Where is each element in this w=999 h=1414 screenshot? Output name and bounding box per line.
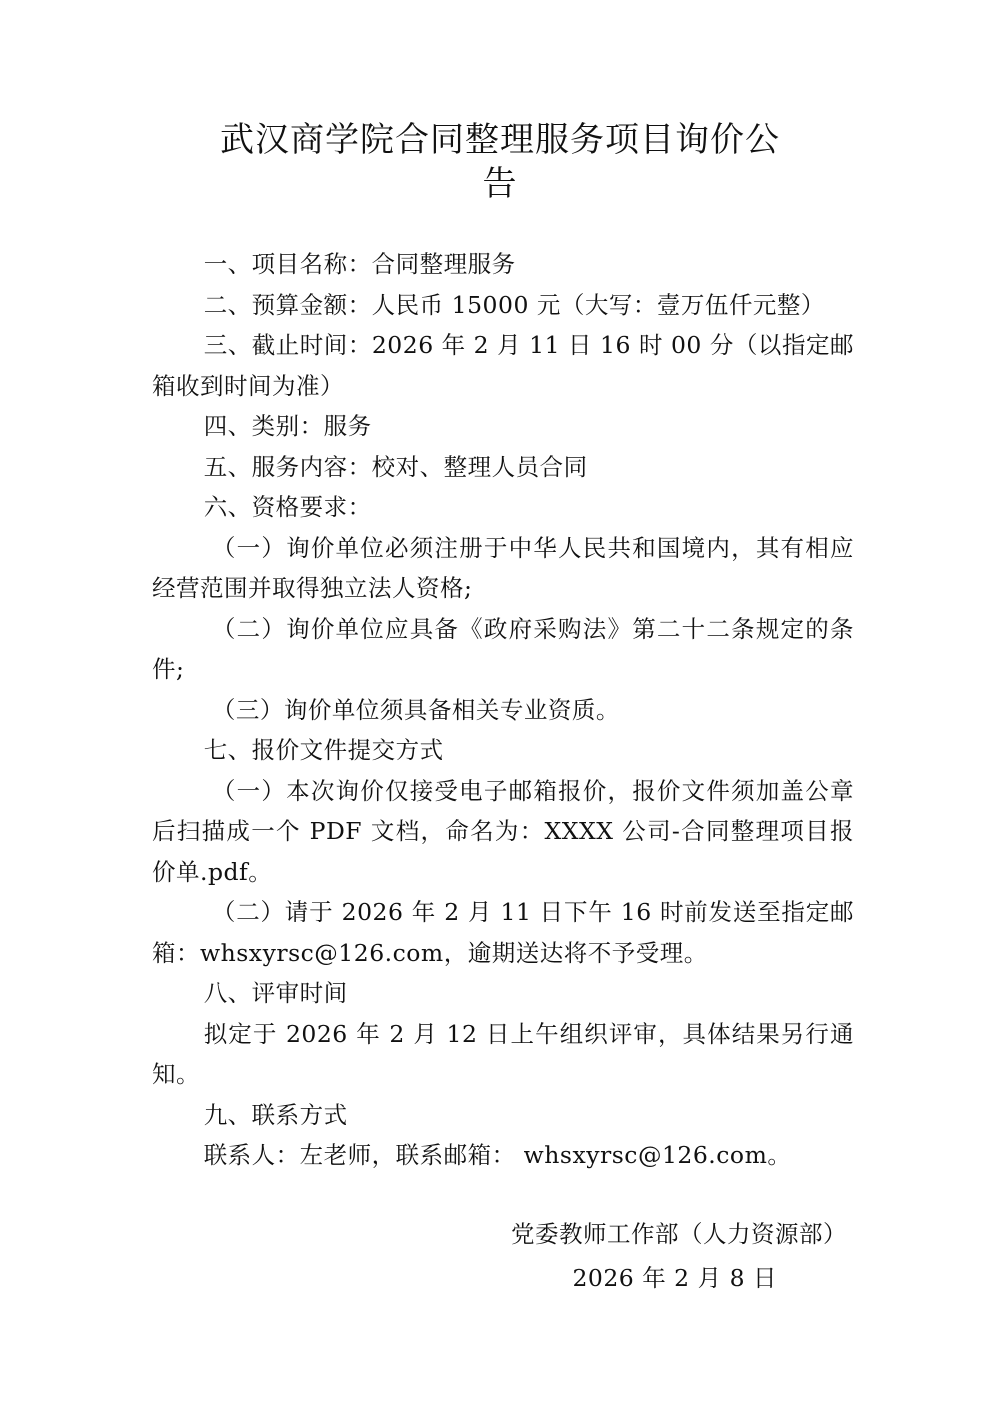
section-contact-heading: 九、联系方式 bbox=[203, 1100, 348, 1129]
qualification-item-2: （二）询价单位应具备《政府采购法》第二十二条规定的条件; bbox=[152, 614, 854, 683]
section-budget: 二、预算金额：人民币 15000 元（大写：壹万伍仟元整） bbox=[203, 290, 825, 319]
issuing-department: 党委教师工作部（人力资源部） bbox=[511, 1220, 847, 1248]
section-category: 四、类别：服务 bbox=[203, 412, 372, 440]
document-title bbox=[150, 118, 850, 206]
signature-block bbox=[511, 1212, 847, 1300]
section-service-content: 五、服务内容：校对、整理人员合同 bbox=[203, 452, 588, 481]
section-project-name: 一、项目名称：合同整理服务 bbox=[203, 250, 516, 278]
qualification-item-1: （一）询价单位必须注册于中华人民共和国境内，其有相应经营范围并取得独立法人资格; bbox=[152, 533, 854, 602]
title-line-2: 告 bbox=[482, 164, 518, 204]
title-line-1: 武汉商学院合同整理服务项目询价公 bbox=[220, 120, 780, 160]
section-submission-heading: 七、报价文件提交方式 bbox=[203, 736, 444, 764]
submission-item-2: （二）请于 2026 年 2 月 11 日下午 16 时前发送至指定邮箱：whsxyrsc@126.com，逾期送达将不予受理。 bbox=[152, 898, 854, 967]
submission-item-1: （一）本次询价仅接受电子邮箱报价，报价文件须加盖公章后扫描成一个 PDF 文档，命名为：XXXX 公司-合同整理项目报价单.pdf。 bbox=[152, 776, 854, 886]
qualification-item-3: （三）询价单位须具备相关专业资质。 bbox=[211, 695, 620, 724]
review-body: 拟定于 2026 年 2 月 12 日上午组织评审，具体结果另行通知。 bbox=[152, 1019, 854, 1088]
section-review-heading: 八、评审时间 bbox=[203, 979, 348, 1007]
announcement-body bbox=[152, 244, 854, 1176]
section-deadline: 三、截止时间：2026 年 2 月 11 日 16 时 00 分（以指定邮箱收到时间为准） bbox=[152, 331, 854, 400]
section-qualification-heading: 六、资格要求： bbox=[203, 493, 372, 521]
contact-body: 联系人：左老师，联系邮箱： whsxyrsc@126.com。 bbox=[203, 1141, 792, 1169]
issue-date: 2026 年 2 月 8 日 bbox=[572, 1264, 777, 1292]
